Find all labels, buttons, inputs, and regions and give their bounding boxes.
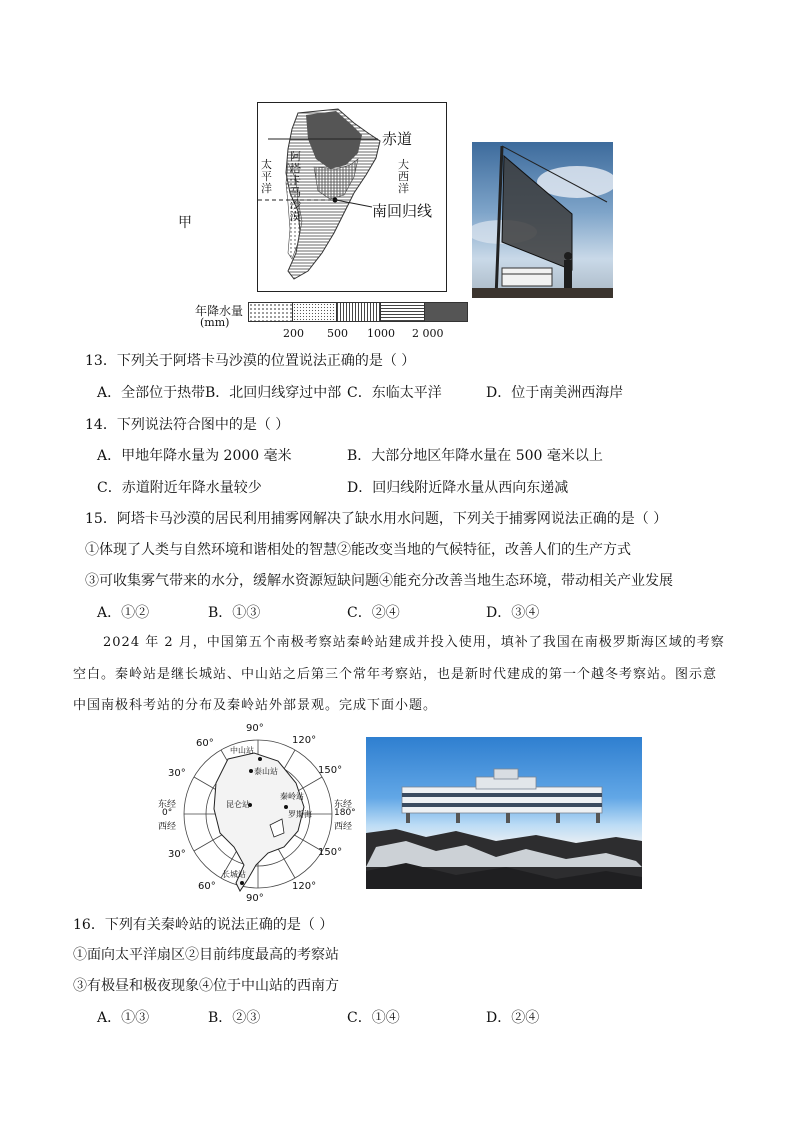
q15-stem: 15．阿塔卡马沙漠的居民利用捕雾网解决了缺水用水问题，下列关于捕雾网说法正确的是（ ） — [85, 511, 668, 527]
deg-top-90: 90° — [246, 723, 264, 734]
figure-south-america-map — [257, 102, 447, 292]
q16-option-c[interactable]: C．①④ — [347, 1010, 400, 1026]
q14-option-b[interactable]: B．大部分地区年降水量在 500 毫米以上 — [347, 448, 603, 464]
q16-option-b[interactable]: B．②③ — [208, 1010, 261, 1026]
antarctica-polar-map — [158, 723, 358, 905]
west-longitude-right: 西经 — [334, 822, 353, 832]
label-jia: 甲 — [178, 215, 192, 231]
deg-30-l: 30° — [168, 768, 186, 779]
q15-option-a[interactable]: A．①② — [97, 605, 150, 621]
taishan-station-label: 泰山站 — [254, 767, 278, 776]
zero-degree: 0° — [162, 808, 173, 818]
west-longitude-left: 西经 — [158, 822, 177, 832]
q16-option-d[interactable]: D．②④ — [486, 1010, 540, 1026]
deg-30-bl: 30° — [168, 849, 186, 860]
q15-option-d[interactable]: D．③④ — [486, 605, 540, 621]
atlantic-ocean-label: 大西洋 — [398, 158, 409, 195]
q14-option-d[interactable]: D．回归线附近降水量从西向东递减 — [347, 480, 569, 496]
ross-sea-label: 罗斯海 — [288, 810, 312, 819]
deg-60-tl: 60° — [196, 738, 214, 749]
south-america-precipitation-map — [258, 103, 446, 291]
q13-option-b[interactable]: B．北回归线穿过中部 — [205, 385, 342, 401]
passage-line-2: 空白。秦岭站是继长城站、中山站之后第三个常年考察站，也是新时代建成的第一个越冬考察站。图示意 — [73, 667, 718, 682]
q16-stem: 16．下列有关秦岭站的说法正确的是（ ） — [73, 917, 334, 933]
q15-statements-3-4: ③可收集雾气带来的水分，缓解水资源短缺问题④能充分改善当地生态环境，带动相关产业发展 — [85, 573, 673, 589]
deg-180: 180° — [334, 808, 356, 818]
q16-option-a[interactable]: A．①③ — [97, 1010, 150, 1026]
fog-net-photo — [472, 142, 613, 298]
passage-line-1: 2024 年 2 月，中国第五个南极考察站秦岭站建成并投入使用，填补了我国在南极罗斯海区域的考察 — [103, 635, 725, 650]
east-longitude-left: 东经 — [158, 800, 177, 810]
q14-option-a[interactable]: A．甲地年降水量为 2000 毫米 — [97, 448, 292, 464]
legend-cell-1000-2000 — [381, 303, 425, 321]
passage-line-3: 中国南极科考站的分布及秦岭站外部景观。完成下面小题。 — [73, 698, 438, 713]
deg-150-r: 150° — [318, 765, 343, 776]
legend-tick-200: 200 — [283, 327, 304, 340]
q15-option-b[interactable]: B．①③ — [208, 605, 261, 621]
equator-label: 赤道 — [382, 130, 413, 148]
q16-statements-1-2: ①面向太平洋扇区②目前纬度最高的考察站 — [73, 947, 339, 963]
deg-120-br: 120° — [292, 881, 317, 892]
zhongshan-station-label: 中山站 — [230, 746, 254, 755]
kunlun-station-label: 昆仑站 — [226, 800, 250, 809]
q13-option-d[interactable]: D．位于南美洲西海岸 — [486, 385, 624, 401]
deg-150-br: 150° — [318, 847, 343, 858]
legend-tick-2000: 2 000 — [412, 327, 444, 340]
legend-unit: (mm) — [200, 316, 230, 329]
q16-statements-3-4: ③有极昼和极夜现象④位于中山站的西南方 — [73, 978, 339, 994]
legend-cell-500-1000 — [337, 303, 381, 321]
qinling-station-label: 秦岭站 — [280, 792, 304, 801]
precipitation-legend — [248, 302, 468, 340]
deg-120-tr: 120° — [292, 735, 317, 746]
q15-option-c[interactable]: C．②④ — [347, 605, 400, 621]
east-longitude-right: 东经 — [334, 800, 353, 810]
q14-option-c[interactable]: C．赤道附近年降水量较少 — [97, 480, 262, 496]
q13-stem: 13．下列关于阿塔卡马沙漠的位置说法正确的是（ ） — [85, 353, 416, 369]
tropic-label: 南回归线 — [372, 202, 433, 220]
legend-cell-lt200 — [249, 303, 293, 321]
legend-cell-200-500 — [293, 303, 337, 321]
deg-bottom-90: 90° — [246, 893, 264, 904]
legend-title: 年降水量 — [195, 304, 244, 318]
qinling-station-photo — [366, 737, 642, 889]
q13-option-c[interactable]: C．东临太平洋 — [347, 385, 442, 401]
q13-option-a[interactable]: A．全部位于热带 — [97, 385, 206, 401]
legend-cell-gt2000 — [425, 303, 467, 321]
changcheng-station-label: 长城站 — [222, 870, 246, 879]
pacific-ocean-label: 太平洋 — [261, 158, 272, 195]
q14-stem: 14．下列说法符合图中的是（ ） — [85, 417, 290, 433]
desert-label: 阿塔卡马沙漠 — [290, 150, 301, 223]
deg-60-bl: 60° — [198, 881, 216, 892]
q15-statements-1-2: ①体现了人类与自然环境和谐相处的智慧②能改变当地的气候特征，改善人们的生产方式 — [85, 542, 631, 558]
legend-tick-1000: 1000 — [367, 327, 395, 340]
legend-tick-500: 500 — [327, 327, 348, 340]
